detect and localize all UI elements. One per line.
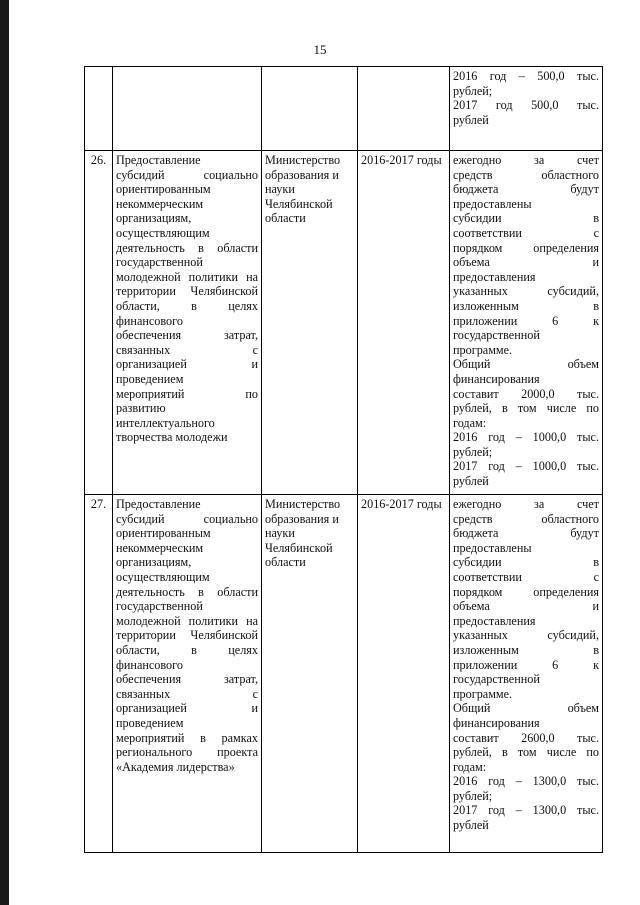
cell-name — [113, 495, 262, 853]
cell-text-line: государственной — [116, 599, 203, 614]
cell-text-line: рублей — [453, 474, 489, 489]
cell-text-line: области, в целях — [116, 298, 258, 313]
cell-text-line: связанных с — [116, 686, 258, 701]
cell-text-line: финансового — [116, 313, 183, 328]
cell-text-line: Челябинской — [265, 196, 333, 211]
cell-text-line: связанных с — [116, 342, 258, 357]
cell-text-line: рублей; — [453, 444, 493, 459]
cell-text-line: субсидий социально — [116, 511, 258, 526]
cell-name — [113, 151, 262, 495]
cell-text-line: некоммерческим — [116, 540, 204, 555]
cell-text-line: годам: — [453, 759, 487, 774]
cell-text-line: изложенным в — [453, 642, 599, 657]
cell-text-line: указанных субсидий, — [453, 628, 599, 643]
cell-text-line: 2016 год – 1000,0 тыс. — [453, 430, 599, 445]
cell-text-line: ориентированным — [116, 526, 211, 541]
page-number: 15 — [313, 42, 327, 57]
cell-text-line: рублей — [453, 818, 489, 833]
cell-text-line: изложенным в — [453, 298, 599, 313]
cell-text-line: программе. — [453, 686, 513, 701]
row-number: 27. — [85, 495, 113, 853]
cell-text-line: ежегодно за счет — [453, 153, 599, 167]
cell-text-line: территории Челябинской — [116, 628, 258, 643]
table-row — [85, 495, 603, 853]
cell-text-line: развитию — [116, 401, 166, 416]
cell-text-line: предоставления — [453, 269, 536, 284]
cell-text-line: организацией и — [116, 357, 258, 372]
cell-text-line: субсидий социально — [116, 167, 258, 182]
cell-text-line: «Академия лидерства» — [116, 759, 235, 774]
cell-text-line: объема и — [453, 599, 599, 614]
cell-text-line: деятельность в области — [116, 584, 258, 599]
scan-edge — [0, 0, 9, 905]
cell-text-line: 2016 год – 1300,0 тыс. — [453, 774, 599, 789]
cell-text-line: годам: — [453, 415, 487, 430]
cell-result — [450, 67, 603, 151]
cell-text-line: образования и — [265, 511, 339, 526]
cell-text-line: науки — [265, 526, 295, 541]
cell-text-line: осуществляющим — [116, 225, 210, 240]
cell-text-line: 2016 год – 500,0 тыс. — [453, 69, 599, 83]
cell-text-line: Общий объем — [453, 357, 599, 372]
cell-text-line: интеллектуального — [116, 415, 215, 430]
cell-text-line: рублей, в том числе по — [453, 745, 599, 760]
cell-text-line: Министерство — [265, 153, 341, 167]
cell-text-line: осуществляющим — [116, 569, 210, 584]
cell-text-line: государственной — [453, 328, 540, 343]
cell-text-line: регионального проекта — [116, 745, 258, 760]
cell-executor — [262, 151, 358, 495]
table-row-continuation — [85, 67, 603, 151]
cell-text-line: Министерство — [265, 497, 341, 511]
cell-period: 2016-2017 годы — [358, 495, 450, 853]
row-number: 26. — [85, 151, 113, 495]
cell-text-line: области — [265, 555, 306, 570]
cell-text-line: обеспечения затрат, — [116, 672, 258, 687]
cell-text-line: бюджета будут — [453, 526, 599, 541]
program-table — [84, 66, 603, 853]
cell-period — [358, 67, 450, 151]
cell-text-line: финансирования — [453, 715, 540, 730]
cell-text-line: государственной — [116, 255, 203, 270]
cell-text-line: Челябинской — [265, 540, 333, 555]
cell-text-line: рублей, в том числе по — [453, 401, 599, 416]
cell-text-line: ежегодно за счет — [453, 497, 599, 511]
cell-name — [113, 67, 262, 151]
cell-text-line: Предоставление — [116, 153, 201, 167]
cell-text-line: области, в целях — [116, 642, 258, 657]
cell-text-line: указанных субсидий, — [453, 284, 599, 299]
cell-text-line: порядком определения — [453, 584, 599, 599]
cell-text-line: молодежной политики на — [116, 269, 258, 284]
cell-text-line: средств областного — [453, 511, 599, 526]
cell-text-line: средств областного — [453, 167, 599, 182]
cell-text-line: государственной — [453, 672, 540, 687]
cell-result — [450, 151, 603, 495]
cell-text-line: мероприятий в рамках — [116, 730, 258, 745]
cell-text-line: науки — [265, 182, 295, 197]
cell-text-line: рублей — [453, 112, 489, 127]
cell-text-line: проведением — [116, 371, 184, 386]
cell-text-line: проведением — [116, 715, 184, 730]
cell-executor — [262, 67, 358, 151]
cell-number — [85, 67, 113, 151]
cell-text-line: финансового — [116, 657, 183, 672]
cell-text-line: порядком определения — [453, 240, 599, 255]
cell-text-line: рублей; — [453, 83, 493, 98]
cell-executor — [262, 495, 358, 853]
cell-text-line: творчества молодежи — [116, 430, 228, 445]
cell-text-line: некоммерческим — [116, 196, 204, 211]
cell-text-line: мероприятий по — [116, 386, 258, 401]
cell-text-line: объема и — [453, 255, 599, 270]
table-row — [85, 151, 603, 495]
cell-text-line: составит 2600,0 тыс. — [453, 730, 599, 745]
cell-text-line: составит 2000,0 тыс. — [453, 386, 599, 401]
cell-text-line: Предоставление — [116, 497, 201, 511]
cell-text-line: программе. — [453, 342, 513, 357]
cell-text-line: обеспечения затрат, — [116, 328, 258, 343]
cell-text-line: организациям, — [116, 211, 192, 226]
cell-text-line: ориентированным — [116, 182, 211, 197]
cell-text-line: организацией и — [116, 701, 258, 716]
cell-text-line: соответствии с — [453, 225, 599, 240]
cell-text-line: финансирования — [453, 371, 540, 386]
cell-text-line: субсидии в — [453, 555, 599, 570]
cell-text-line: образования и — [265, 167, 339, 182]
cell-text-line: предоставлены — [453, 540, 532, 555]
cell-text-line: субсидии в — [453, 211, 599, 226]
cell-text-line: предоставления — [453, 613, 536, 628]
cell-text-line: рублей; — [453, 788, 493, 803]
cell-text-line: молодежной политики на — [116, 613, 258, 628]
cell-text-line: бюджета будут — [453, 182, 599, 197]
cell-text-line: приложении 6 к — [453, 313, 599, 328]
cell-period: 2016-2017 годы — [358, 151, 450, 495]
cell-text-line: приложении 6 к — [453, 657, 599, 672]
cell-text-line: предоставлены — [453, 196, 532, 211]
cell-text-line: 2017 год 500,0 тыс. — [453, 98, 599, 113]
cell-text-line: соответствии с — [453, 569, 599, 584]
cell-text-line: Общий объем — [453, 701, 599, 716]
cell-text-line: 2017 год – 1300,0 тыс. — [453, 803, 599, 818]
cell-text-line: 2017 год – 1000,0 тыс. — [453, 459, 599, 474]
cell-text-line: организациям, — [116, 555, 192, 570]
cell-result — [450, 495, 603, 853]
cell-text-line: территории Челябинской — [116, 284, 258, 299]
cell-text-line: области — [265, 211, 306, 226]
cell-text-line: деятельность в области — [116, 240, 258, 255]
